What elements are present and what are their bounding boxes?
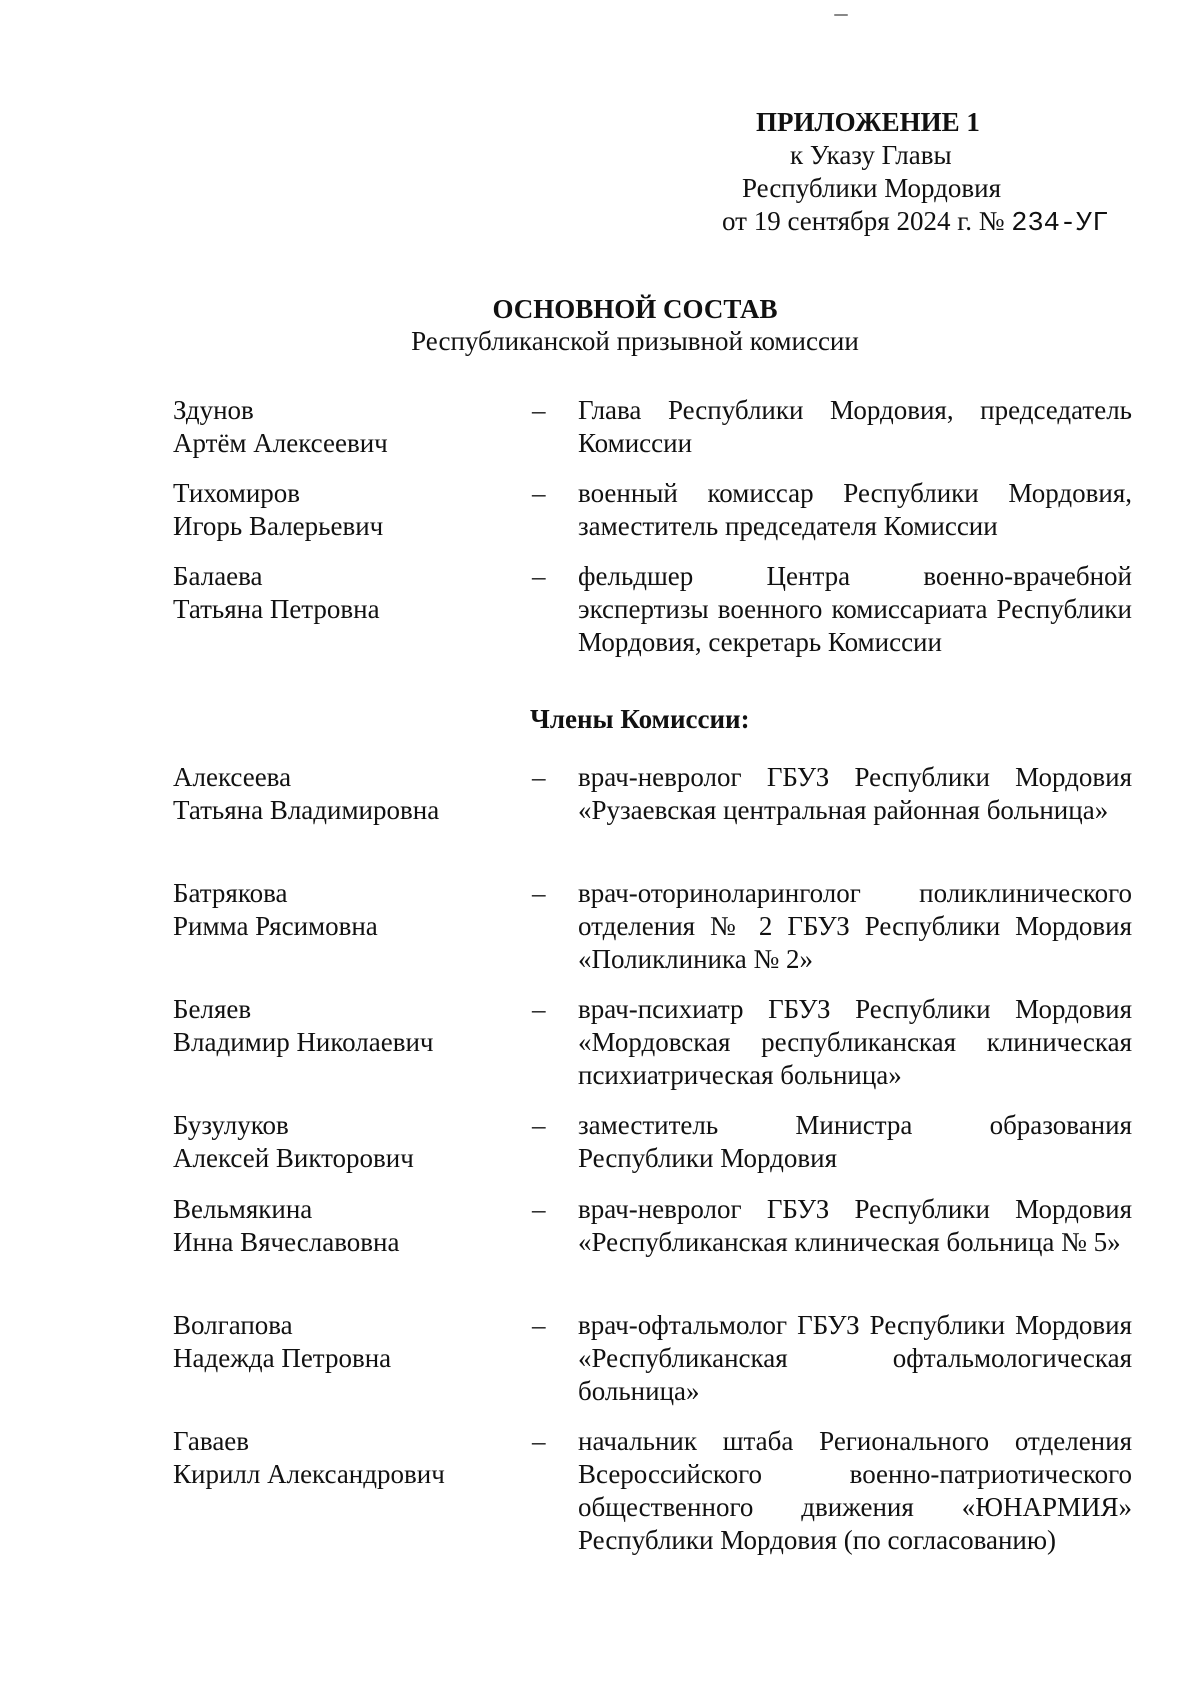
- person-surname: Волгапова: [173, 1310, 293, 1340]
- person-given-names: Артём Алексеевич: [173, 428, 388, 458]
- person-role: врач-офтальмолог ГБУЗ Республики Мордовия «Республиканская офтальмологическая больница»: [578, 1310, 1132, 1406]
- person-name: [173, 1193, 513, 1259]
- person-role: врач-психиатр ГБУЗ Республики Мордовия «Мордовская республиканская клиническая психиатрическая больница»: [578, 994, 1132, 1090]
- person-name: [173, 993, 513, 1059]
- person-surname: Вельмякина: [173, 1194, 313, 1224]
- person-name: [173, 394, 513, 460]
- person-role: врач-невролог ГБУЗ Республики Мордовия «Рузаевская центральная районная больница»: [578, 762, 1132, 825]
- scan-artifact-mark: [834, 14, 848, 16]
- person-surname: Здунов: [173, 395, 254, 425]
- person-given-names: Алексей Викторович: [173, 1143, 414, 1173]
- dash-separator: –: [532, 395, 546, 425]
- person-name: [173, 1109, 513, 1175]
- dash-separator: –: [532, 994, 546, 1024]
- person-given-names: Надежда Петровна: [173, 1343, 392, 1373]
- person-given-names: Кирилл Александрович: [173, 1459, 445, 1489]
- person-surname: Алексеева: [173, 762, 292, 792]
- person-given-names: Татьяна Петровна: [173, 594, 380, 624]
- dash-separator: –: [532, 478, 546, 508]
- appendix-line-decree: к Указу Главы: [790, 140, 952, 170]
- person-given-names: Владимир Николаевич: [173, 1027, 434, 1057]
- person-role: заместитель Министра образования Республики Мордовия: [578, 1110, 1132, 1173]
- person-surname: Балаева: [173, 561, 263, 591]
- person-name: [173, 761, 513, 827]
- person-name: [173, 877, 513, 943]
- person-given-names: Инна Вячеславовна: [173, 1227, 400, 1257]
- appendix-line-republic: Республики Мордовия: [742, 173, 1002, 203]
- appendix-line-date: [722, 205, 1108, 241]
- dash-separator: –: [532, 1310, 546, 1340]
- members-heading: Члены Комиссии:: [530, 704, 750, 734]
- dash-separator: –: [532, 878, 546, 908]
- dash-separator: –: [532, 1194, 546, 1224]
- document-subtitle: Республиканской призывной комиссии: [411, 326, 859, 356]
- person-role: Глава Республики Мордовия, председатель Комиссии: [578, 395, 1132, 458]
- person-name: [173, 560, 513, 626]
- person-given-names: Игорь Валерьевич: [173, 511, 384, 541]
- person-given-names: Римма Рясимовна: [173, 911, 378, 941]
- dash-separator: –: [532, 1110, 546, 1140]
- person-surname: Тихомиров: [173, 478, 301, 508]
- document-title: ОСНОВНОЙ СОСТАВ: [492, 294, 778, 324]
- person-given-names: Татьяна Владимировна: [173, 795, 440, 825]
- person-surname: Батрякова: [173, 878, 288, 908]
- person-surname: Бузулуков: [173, 1110, 289, 1140]
- person-role: врач-оториноларинголог поликлинического отделения № 2 ГБУЗ Республики Мордовия «Поликлиника № 2»: [578, 878, 1132, 974]
- person-name: [173, 1309, 513, 1375]
- person-role: начальник штаба Регионального отделения Всероссийского военно-патриотического общественного движения «ЮНАРМИЯ» Республики Мордовия (по согласованию): [578, 1426, 1132, 1555]
- dash-separator: –: [532, 561, 546, 591]
- appendix-date-text: от 19 сентября 2024 г. №: [722, 206, 1005, 236]
- appendix-title: ПРИЛОЖЕНИЕ 1: [756, 107, 980, 137]
- person-name: [173, 1425, 513, 1491]
- decree-number: 234-УГ: [1011, 209, 1109, 239]
- dash-separator: –: [532, 1426, 546, 1456]
- dash-separator: –: [532, 762, 546, 792]
- person-surname: Гаваев: [173, 1426, 250, 1456]
- person-role: врач-невролог ГБУЗ Республики Мордовия «Республиканская клиническая больница № 5»: [578, 1194, 1132, 1257]
- person-role: военный комиссар Республики Мордовия, заместитель председателя Комиссии: [578, 478, 1132, 541]
- person-role: фельдшер Центра военно-врачебной экспертизы военного комиссариата Республики Мордовия, секретарь Комиссии: [578, 561, 1132, 657]
- person-name: [173, 477, 513, 543]
- person-surname: Беляев: [173, 994, 252, 1024]
